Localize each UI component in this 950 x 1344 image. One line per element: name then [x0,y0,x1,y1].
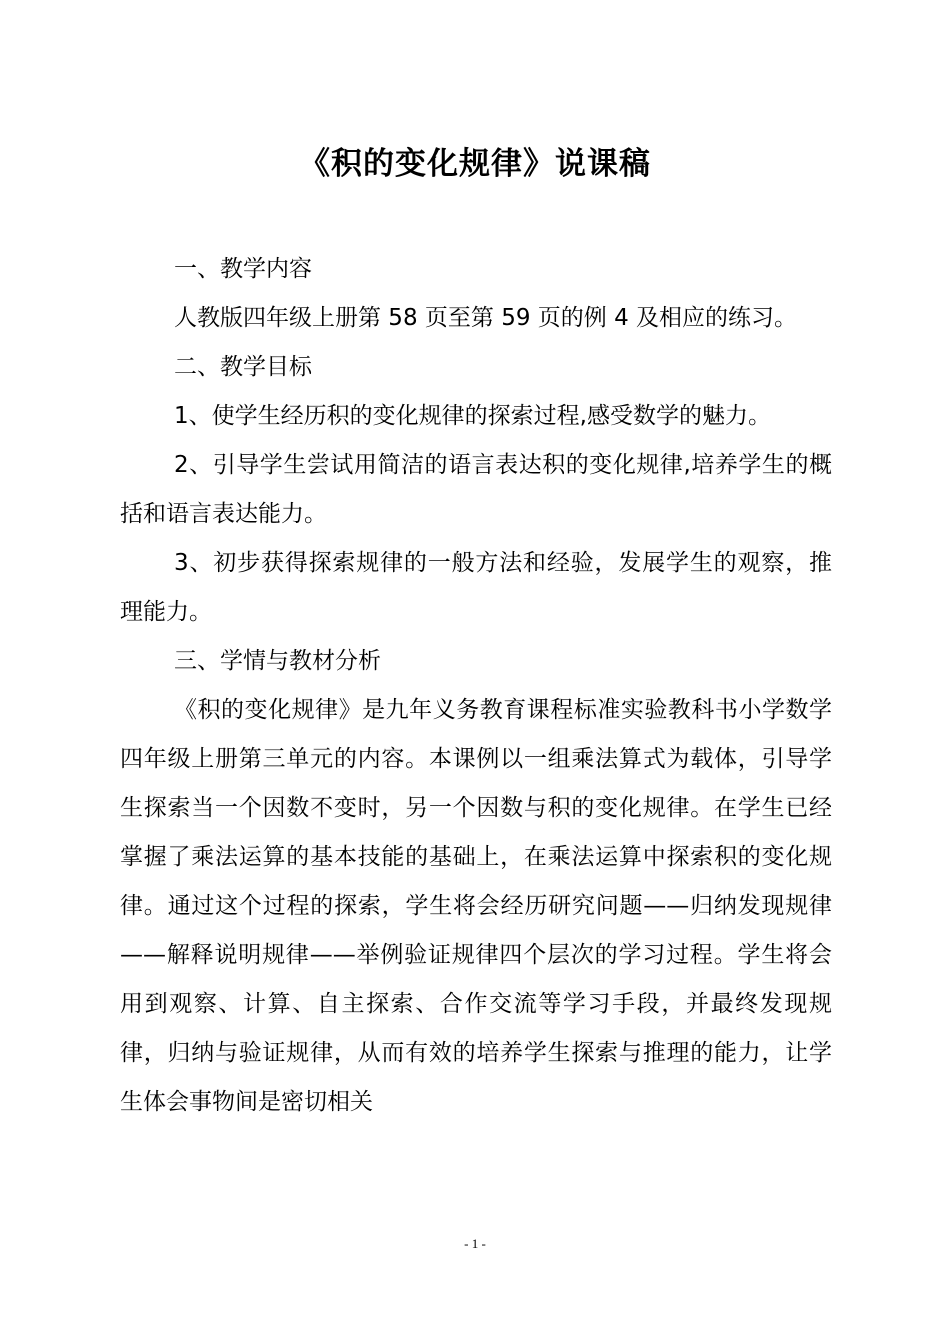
section-heading-teaching-goals: 二、教学目标 [174,354,312,380]
teaching-content-text: 人教版四年级上册第 58 页至第 59 页的例 4 及相应的练习。 [174,305,798,331]
teaching-goal-item: 2、引导学生尝试用简洁的语言表达积的变化规律,培养学生的概括和语言表达能力。 [120,452,832,527]
document-title: 《积的变化规律》说课稿 [299,146,651,182]
teaching-goal-item: 3、初步获得探索规律的一般方法和经验，发展学生的观察，推理能力。 [120,550,832,625]
section-heading-teaching-content: 一、教学内容 [174,256,312,282]
page-number: - 1 - [464,1236,486,1251]
teaching-goal-item: 1、使学生经历积的变化规律的探索过程,感受数学的魅力。 [174,403,771,429]
section-heading-analysis: 三、学情与教材分析 [174,648,381,674]
document-body [120,245,832,1127]
analysis-paragraph: 《积的变化规律》是九年义务教育课程标准实验教科书小学数学四年级上册第三单元的内容。本课例以一组乘法算式为载体，引导学生探索当一个因数不变时，另一个因数与积的变化规律。在学生已经掌握了乘法运算的基本技能的基础上，在乘法运算中探索积的变化规律。通过这个过程的探索，学生将会经历研究问题——归纳发现规律——解释说明规律——举例验证规律四个层次的学习过程。学生将会用到观察、计算、自主探索、合作交流等学习手段，并最终发现规律，归纳与验证规律，从而有效的培养学生探索与推理的能力，让学生体会事物间是密切相关 [120,697,832,1115]
